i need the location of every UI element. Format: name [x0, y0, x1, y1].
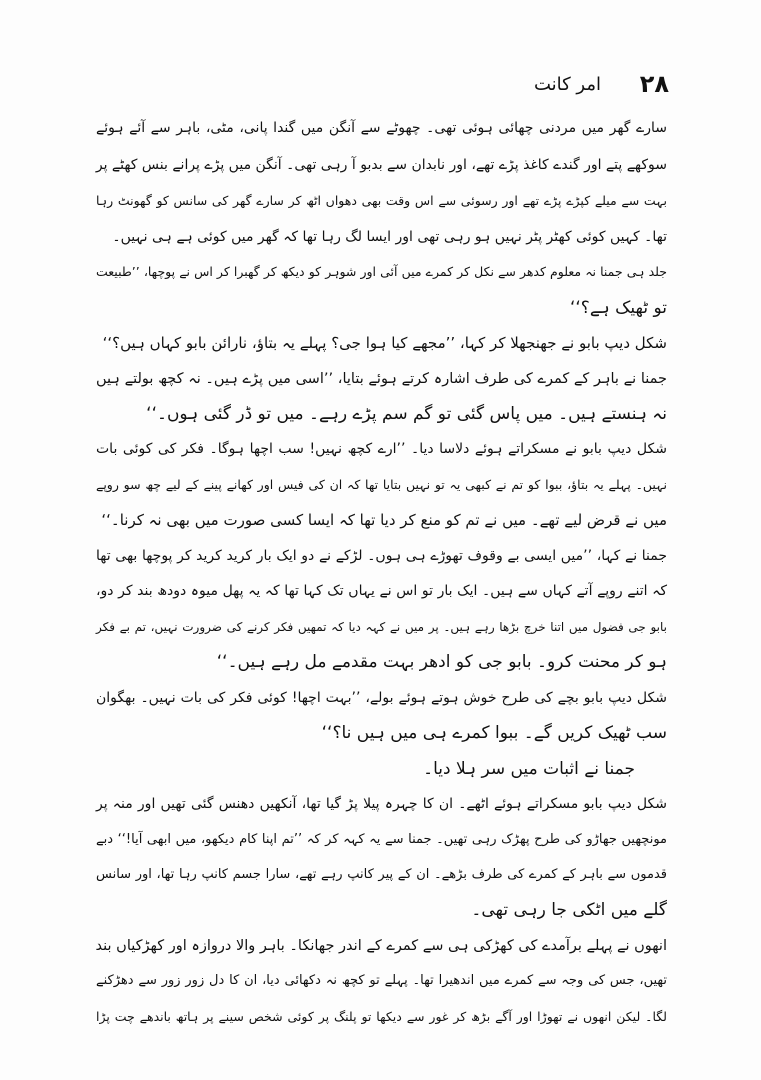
text-line: سوکھے پتے اور گندے کاغذ پڑے تھے، اور نابدان سے بدبو آ رہی تھی۔ آنگن میں پڑے پرانے بنس کھٹے پر	[95, 157, 667, 173]
text-line: گلے میں اٹکی جا رہی تھی۔	[471, 900, 667, 920]
text-line: شکل دیپ بابو نے مسکراتے ہوئے دلاسا دیا۔ ’’ارے کچھ نہیں! سب اچھا ہوگا۔ فکر کی کوئی بات	[96, 441, 667, 457]
text-line: شکل دیپ بابو مسکراتے ہوئے اٹھے۔ ان کا چہرہ پیلا پڑ گیا تھا، آنکھیں دھنس گئی تھیں اور منہ پر	[96, 796, 667, 812]
text-line: بہت سے میلے کپڑے پڑے تھے اور رسوئی سے اس وقت بھی دھواں اٹھ کر سارے گھر کی سانس کو گھونٹ رہا	[96, 193, 667, 208]
text-line: لگا۔ لیکن انھوں نے تھوڑا اور آگے بڑھ کر غور سے دیکھا تو پلنگ پر کوئی شخص سینے پر ہاتھ باندھے چت پڑا	[96, 1009, 667, 1024]
text-line: کہ اتنے روپے آتے کہاں سے ہیں۔ ایک بار تو اس نے یہاں تک کہا تھا کہ یہ پھل میوہ دودھ بند کر دو،	[96, 583, 667, 599]
text-line: جمنا نے باہر کے کمرے کی طرف اشارہ کرتے ہوئے بتایا، ’’اسی میں پڑے ہیں۔ نہ کچھ بولتے ہیں	[96, 371, 667, 387]
text-line: نہیں۔ پہلے یہ بتاؤ، ببوا کو تم نے کبھی یہ تو نہیں بتایا تھا کہ ان کی فیس اور کھانے پینے کے لیے چھ سو روپے	[96, 477, 667, 492]
text-line: جمنا نے کہا، ’’میں ایسی بے وقوف تھوڑے ہی ہوں۔ لڑکے نے دو ایک بار کرید کرید کر پوچھا بھی تھا	[96, 548, 667, 564]
text-line: ہو کر محنت کرو۔ بابو جی کو ادھر بہت مقدمے مل رہے ہیں۔‘‘	[216, 652, 667, 672]
text-line: مونچھیں جھاڑو کی طرح پھڑک رہی تھیں۔ جمنا سے یہ کہہ کر کہ ’’تم اپنا کام دیکھو، میں ابھی آیا!‘‘ دبے	[96, 832, 667, 847]
text-line: شکل دیپ بابو بچے کی طرح خوش ہوتے ہوئے بولے، ’’بہت اچھا! کوئی فکر کی بات نہیں۔ بھگوان	[96, 690, 667, 706]
text-line: تھا۔ کہیں کوئی کھٹر پٹر نہیں ہو رہی تھی اور ایسا لگ رہا تھا کہ گھر میں کوئی ہے ہی نہیں۔	[112, 229, 667, 245]
text-line: نہ ہنستے ہیں۔ میں پاس گئی تو گم سم پڑے رہے۔ میں تو ڈر گئی ہوں۔‘‘	[146, 404, 667, 424]
text-line: جلد ہی جمنا نہ معلوم کدھر سے نکل کر کمرے میں آئی اور شوہر کو دیکھ کر گھبرا کر اس نے پوچھا، ’’طبیعت	[96, 264, 667, 279]
text-line: تو ٹھیک ہے؟‘‘	[570, 298, 667, 318]
page-header	[0, 70, 761, 110]
text-line: انھوں نے پہلے برآمدے کی کھڑکی ہی سے کمرے کے اندر جھانکا۔ باہر والا دروازہ اور کھڑکیاں بند	[95, 938, 667, 954]
text-line: تھیں، جس کی وجہ سے کمرے میں اندھیرا تھا۔ پہلے تو کچھ نہ دکھائی دیا، ان کا دل زور زور سے دھڑکنے	[96, 973, 667, 988]
text-line: شکل دیپ بابو نے جھنجھلا کر کہا، ’’مجھے کیا ہوا جی؟ پہلے یہ بتاؤ، نارائن بابو کہاں ہیں؟‘‘	[102, 334, 667, 352]
running-title: امر کانت	[533, 74, 601, 95]
text-line: جمنا نے اثبات میں سر ہلا دیا۔	[423, 759, 635, 779]
page-number: ۲۸	[639, 70, 669, 98]
text-line: بابو جی فضول میں اتنا خرچ بڑھا رہے ہیں۔ پر میں نے کہہ دیا کہ تمھیں فکر کرنے کی ضرورت نہیں، تم بے فکر	[96, 620, 667, 634]
text-line: قدموں سے باہر کے کمرے کی طرف بڑھے۔ ان کے پیر کانپ رہے تھے، سارا جسم کانپ رہا تھا، اور سانس	[96, 867, 667, 882]
text-line: سب ٹھیک کریں گے۔ ببوا کمرے ہی میں ہیں نا؟‘‘	[321, 723, 667, 743]
text-line: میں نے قرض لیے تھے۔ میں نے تم کو منع کر دیا تھا کہ ایسا کسی صورت میں بھی نہ کرنا۔‘‘	[101, 511, 667, 529]
text-line: سارے گھر میں مردنی چھائی ہوئی تھی۔ چھوٹے سے آنگن میں گندا پانی، مٹی، باہر سے آئے ہوئے	[96, 120, 667, 136]
